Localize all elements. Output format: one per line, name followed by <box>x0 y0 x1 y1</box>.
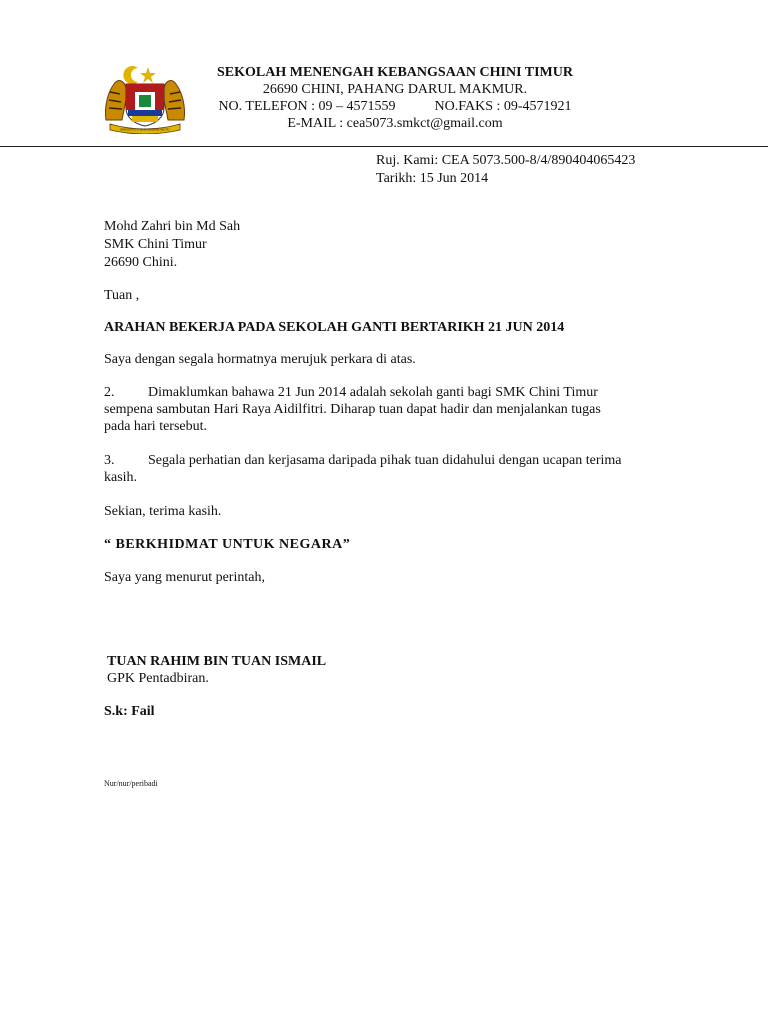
school-address: 26690 CHINI, PAHANG DARUL MAKMUR. <box>262 82 528 97</box>
paragraph-3-number: 3. <box>104 453 115 468</box>
reference-block <box>376 152 635 188</box>
letter-subject: ARAHAN BEKERJA PADA SEKOLAH GANTI BERTARIKH 21 JUN 2014 <box>104 320 565 335</box>
paragraph-3 <box>104 452 674 486</box>
paragraph-3-line-2: kasih. <box>104 470 138 485</box>
paragraph-3-line-1: Segala perhatian dan kerjasama daripada pihak tuan didahului dengan ucapan terima <box>148 453 622 468</box>
coat-of-arms-logo <box>100 62 190 134</box>
recipient-city: 26690 Chini. <box>104 255 178 270</box>
paragraph-2 <box>104 384 674 435</box>
signatory-name: TUAN RAHIM BIN TUAN ISMAIL <box>107 654 327 669</box>
phone-number: NO. TELEFON : 09 – 4571559 <box>218 99 396 114</box>
crest-banner-text: BERSEKUTU BERTAMBAH MUTU <box>120 127 170 132</box>
email-address: E-MAIL : cea5073.smkct@gmail.com <box>287 116 503 131</box>
salutation: Tuan , <box>104 288 140 303</box>
closing: Sekian, terima kasih. <box>104 504 222 519</box>
recipient-org: SMK Chini Timur <box>104 237 207 252</box>
paragraph-2-line-3: pada hari tersebut. <box>104 419 208 434</box>
paragraph-2-line-2: sempena sambutan Hari Raya Aidilfitri. Diharap tuan dapat hadir dan menjalankan tugas <box>104 402 601 417</box>
recipient-name: Mohd Zahri bin Md Sah <box>104 219 241 234</box>
reference-number: Ruj. Kami: CEA 5073.500-8/4/890404065423 <box>376 153 636 168</box>
letter-date: Tarikh: 15 Jun 2014 <box>376 171 489 186</box>
school-name: SEKOLAH MENENGAH KEBANGSAAN CHINI TIMUR <box>216 65 573 80</box>
carbon-copy: S.k: Fail <box>104 704 155 719</box>
signatory-title: GPK Pentadbiran. <box>107 671 209 686</box>
fax-number: NO.FAKS : 09-4571921 <box>434 99 572 114</box>
header-divider <box>0 146 768 147</box>
letterhead <box>195 64 595 132</box>
contact-line <box>195 98 595 115</box>
sign-off: Saya yang menurut perintah, <box>104 570 265 585</box>
paragraph-1: Saya dengan segala hormatnya merujuk perkara di atas. <box>104 352 416 367</box>
footer-reference: Nur/nur/peribadi <box>104 779 158 788</box>
motto: “ BERKHIDMAT UNTUK NEGARA” <box>104 537 351 552</box>
paragraph-2-line-1: Dimaklumkan bahawa 21 Jun 2014 adalah sekolah ganti bagi SMK Chini Timur <box>148 385 598 400</box>
paragraph-2-number: 2. <box>104 385 115 400</box>
